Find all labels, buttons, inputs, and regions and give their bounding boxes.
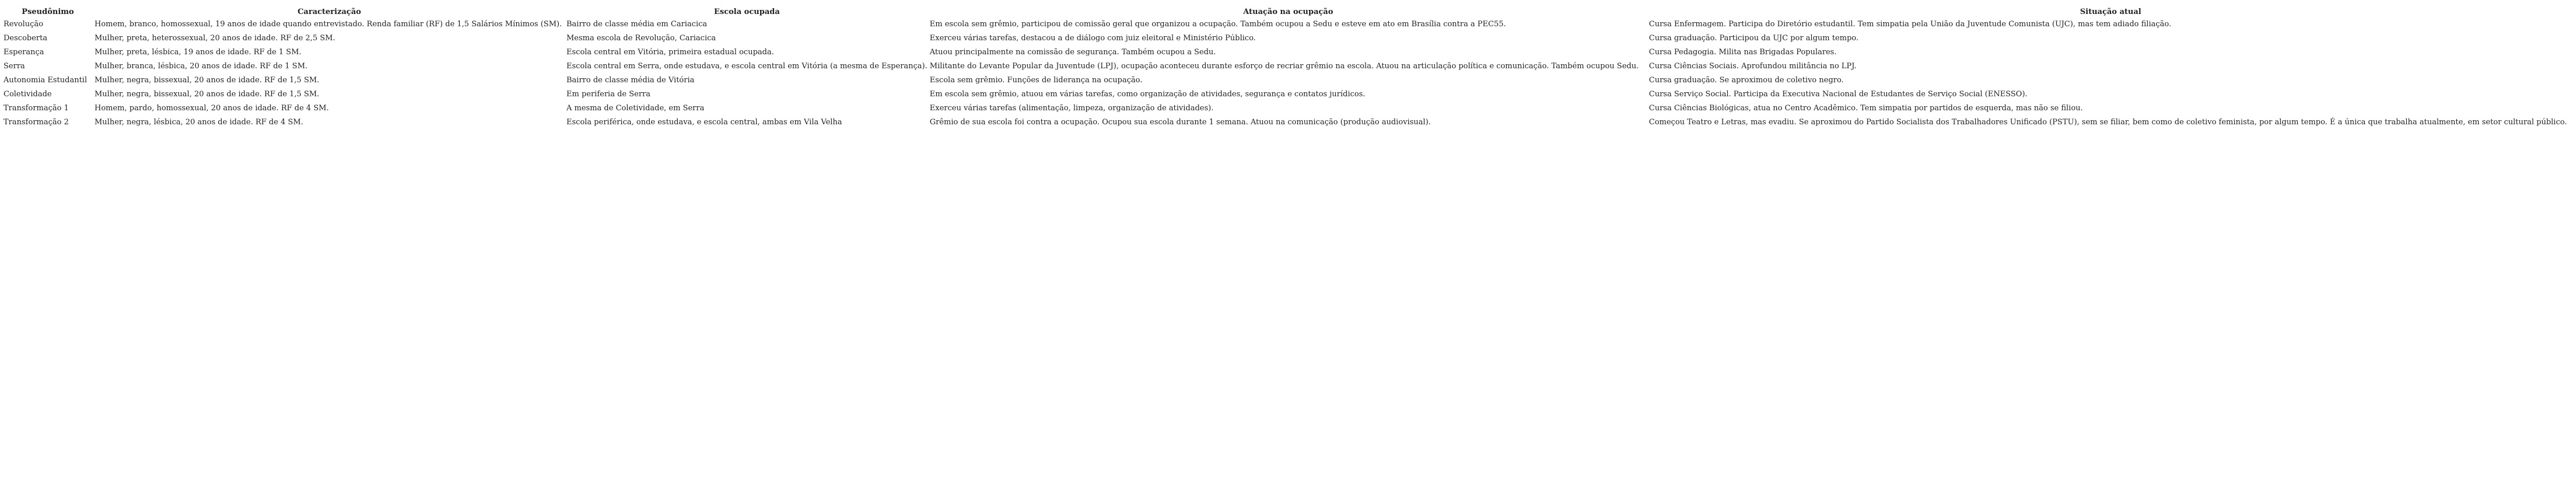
cell-situacao: Começou Teatro e Letras, mas evadiu. Se aproximou do Partido Socialista dos Trabalhadores Unificado (PSTU), sem se filiar, bem como de coletivo feminista, por algum tempo. É a única que trabalha atualmente, em setor cultural público.	[1648, 118, 2567, 127]
cell-situacao: Cursa Ciências Sociais. Aprofundou militância no LPJ.	[1648, 62, 1857, 71]
cell-pseudonimo: Transformação 1	[4, 104, 69, 113]
participants-table	[2, 6, 2574, 130]
cell-atuacao: Escola sem grêmio. Funções de liderança na ocupação.	[929, 76, 1143, 85]
cell-atuacao: Militante do Levante Popular da Juventude (LPJ), ocupação aconteceu durante esforço de recriar grêmio na escola. Atuou na articulação política e comunicação. Também ocupou Sedu.	[929, 62, 1639, 71]
cell-caracterizacao: Mulher, preta, lésbica, 19 anos de idade. RF de 1 SM.	[94, 48, 302, 57]
cell-escola: Bairro de classe média em Cariacica	[566, 20, 708, 29]
cell-atuacao: Em escola sem grêmio, atuou em várias tarefas, como organização de atividades, segurança e contatos jurídicos.	[929, 90, 1366, 99]
table-row	[2, 102, 2574, 116]
table-row	[2, 18, 2574, 32]
cell-caracterizacao: Mulher, negra, bissexual, 20 anos de idade. RF de 1,5 SM.	[94, 90, 320, 99]
cell-escola: Escola periférica, onde estudava, e escola central, ambas em Vila Velha	[566, 118, 842, 127]
table-header-row	[2, 6, 2574, 18]
table-row	[2, 32, 2574, 46]
cell-situacao: Cursa Enfermagem. Participa do Diretório estudantil. Tem simpatia pela União da Juventude Comunista (UJC), mas tem adiado filiação.	[1648, 20, 2172, 29]
cell-escola: Escola central em Vitória, primeira estadual ocupada.	[566, 48, 774, 57]
table-row	[2, 88, 2574, 102]
cell-pseudonimo: Revolução	[4, 20, 44, 29]
cell-situacao: Cursa Pedagogia. Milita nas Brigadas Populares.	[1648, 48, 1837, 57]
cell-situacao: Cursa Ciências Biológicas, atua no Centro Acadêmico. Tem simpatia por partidos de esquerda, mas não se filiou.	[1648, 104, 2083, 113]
cell-atuacao: Grêmio de sua escola foi contra a ocupação. Ocupou sua escola durante 1 semana. Atuou na comunicação (produção audiovisual).	[929, 118, 1431, 127]
header-caracterizacao: Caracterização	[298, 8, 361, 16]
cell-atuacao: Atuou principalmente na comissão de segurança. Também ocupou a Sedu.	[929, 48, 1216, 57]
cell-pseudonimo: Autonomia Estudantil	[4, 76, 88, 85]
cell-caracterizacao: Mulher, negra, lésbica, 20 anos de idade. RF de 4 SM.	[94, 118, 303, 127]
header-pseudonimo: Pseudônimo	[22, 8, 74, 16]
cell-situacao: Cursa graduação. Se aproximou de coletivo negro.	[1648, 76, 1844, 85]
table-row	[2, 74, 2574, 88]
table-row	[2, 116, 2574, 130]
table-row	[2, 46, 2574, 60]
cell-escola: Mesma escola de Revolução, Cariacica	[566, 34, 716, 43]
cell-pseudonimo: Serra	[4, 62, 25, 71]
cell-pseudonimo: Esperança	[4, 48, 44, 57]
cell-caracterizacao: Mulher, preta, heterossexual, 20 anos de idade. RF de 2,5 SM.	[94, 34, 335, 43]
cell-atuacao: Exerceu várias tarefas (alimentação, limpeza, organização de atividades).	[929, 104, 1214, 113]
cell-escola: A mesma de Coletividade, em Serra	[566, 104, 705, 113]
header-escola-ocupada: Escola ocupada	[713, 8, 780, 16]
cell-atuacao: Em escola sem grêmio, participou de comissão geral que organizou a ocupação. Também ocupou a Sedu e esteve em ato em Brasília contra a PEC55.	[929, 20, 1506, 29]
cell-atuacao: Exerceu várias tarefas, destacou a de diálogo com juiz eleitoral e Ministério Público.	[929, 34, 1256, 43]
header-atuacao: Atuação na ocupação	[1243, 8, 1334, 16]
cell-escola: Escola central em Serra, onde estudava, e escola central em Vitória (a mesma de Esperança).	[566, 62, 928, 71]
header-situacao-atual: Situação atual	[2080, 8, 2141, 16]
cell-pseudonimo: Descoberta	[4, 34, 48, 43]
cell-escola: Bairro de classe média de Vitória	[566, 76, 695, 85]
cell-situacao: Cursa graduação. Participou da UJC por algum tempo.	[1648, 34, 1859, 43]
cell-situacao: Cursa Serviço Social. Participa da Executiva Nacional de Estudantes de Serviço Social (ENESSO).	[1648, 90, 2028, 99]
cell-escola: Em periferia de Serra	[566, 90, 651, 99]
cell-caracterizacao: Mulher, branca, lésbica, 20 anos de idade. RF de 1 SM.	[94, 62, 308, 71]
table-row	[2, 60, 2574, 74]
cell-caracterizacao: Mulher, negra, bissexual, 20 anos de idade. RF de 1,5 SM.	[94, 76, 320, 85]
cell-caracterizacao: Homem, branco, homossexual, 19 anos de idade quando entrevistado. Renda familiar (RF) de 1,5 Salários Mínimos (SM).	[94, 20, 562, 29]
cell-pseudonimo: Coletividade	[4, 90, 52, 99]
cell-pseudonimo: Transformação 2	[4, 118, 69, 127]
cell-caracterizacao: Homem, pardo, homossexual, 20 anos de idade. RF de 4 SM.	[94, 104, 329, 113]
